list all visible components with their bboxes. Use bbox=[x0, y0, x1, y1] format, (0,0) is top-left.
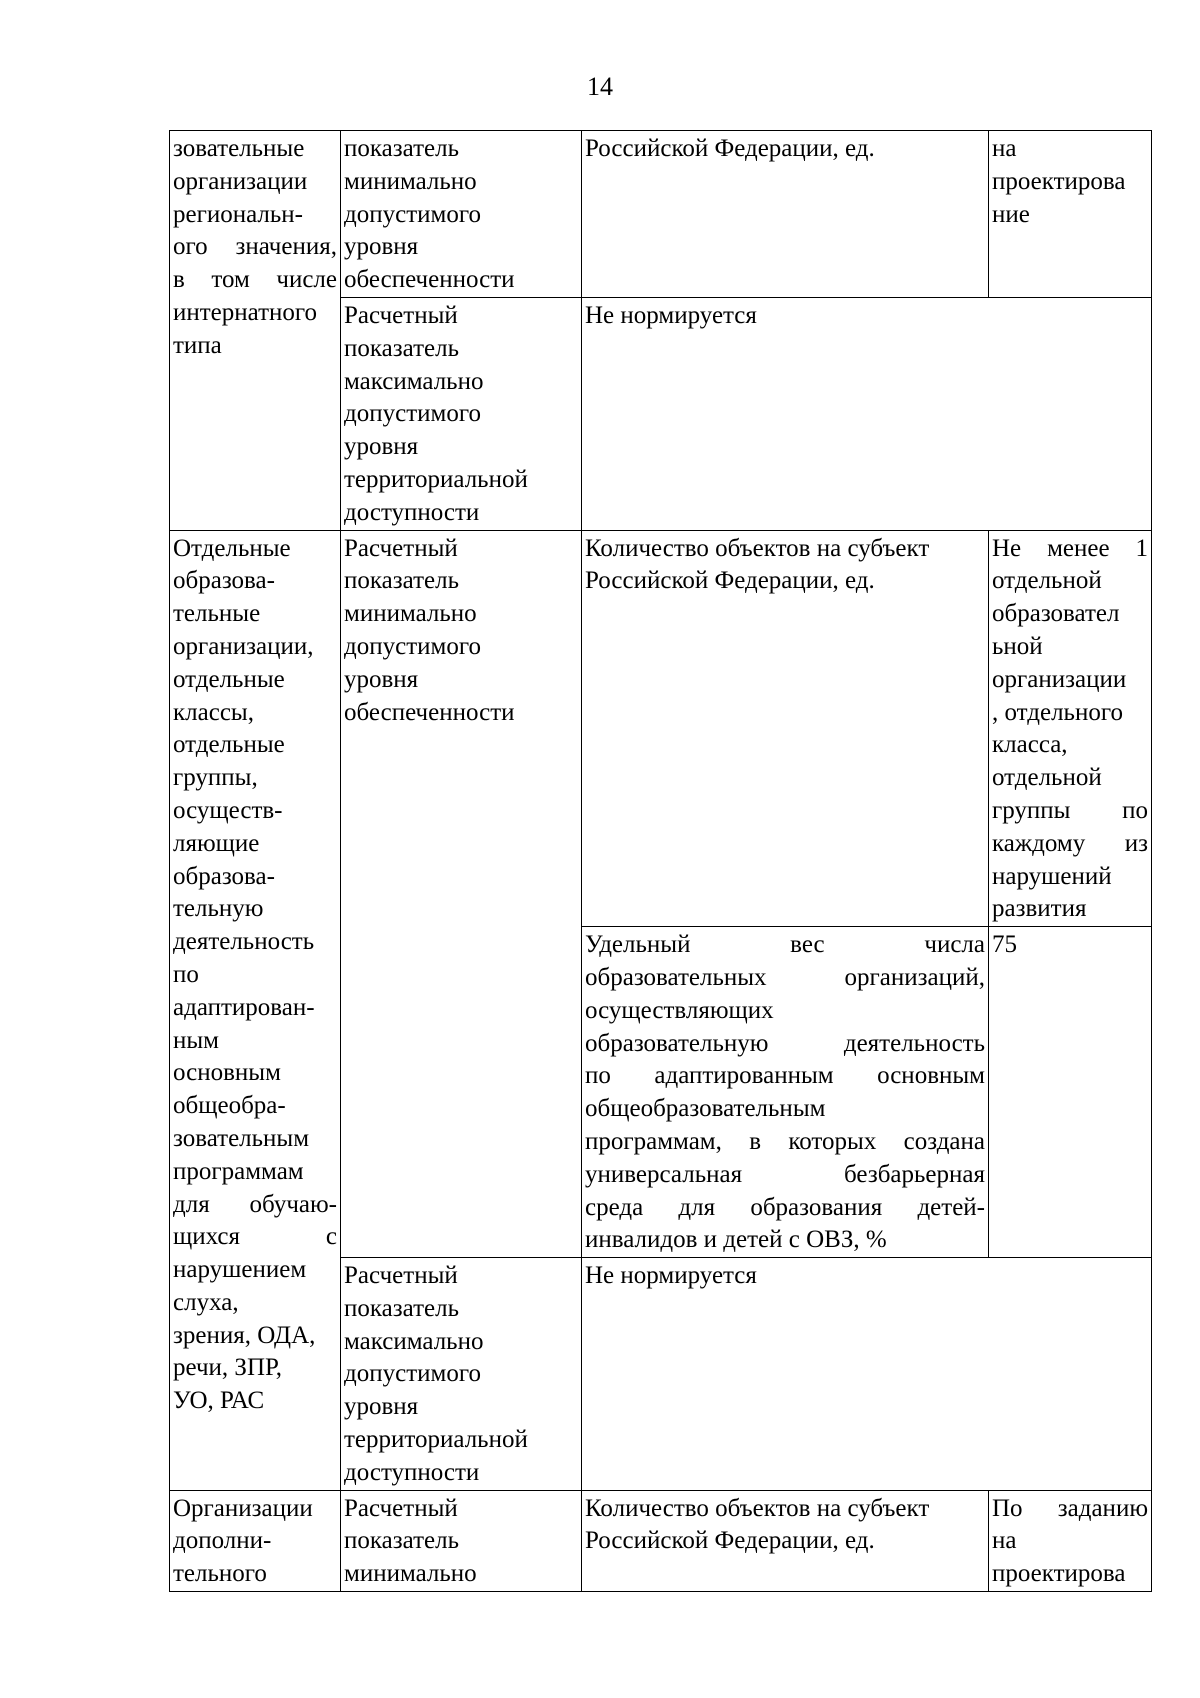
cell-line: ого значения, bbox=[173, 233, 337, 261]
cell-line: максимально bbox=[344, 1327, 484, 1355]
cell-line: программам, в которых создана bbox=[585, 1127, 985, 1155]
cell-line: универсальная безбарьерная bbox=[585, 1160, 985, 1188]
cell-line: проектирова bbox=[992, 1560, 1126, 1588]
cell-line: показатель bbox=[344, 1294, 459, 1322]
cell-line: Не менее 1 bbox=[992, 534, 1148, 562]
cell-line: дополни- bbox=[173, 1527, 272, 1555]
cell-line: отдельные bbox=[173, 665, 285, 693]
cell-line: региональн- bbox=[173, 200, 304, 228]
cell-line: Расчетный bbox=[344, 534, 458, 562]
unit-cell bbox=[582, 297, 1152, 530]
cell-line: обеспеченности bbox=[344, 266, 515, 294]
cell-line: ным bbox=[173, 1026, 219, 1054]
cell-line: образовател bbox=[992, 600, 1120, 628]
cell-line: допустимого bbox=[344, 632, 481, 660]
cell-line: Организации bbox=[173, 1494, 313, 1522]
cell-line: среда для образования детей- bbox=[585, 1193, 985, 1221]
cell-line: допустимого bbox=[344, 1360, 481, 1388]
cell-line: классы, bbox=[173, 698, 254, 726]
cell-line: допустимого bbox=[344, 400, 481, 428]
cell-line: осуществляющих bbox=[585, 996, 774, 1024]
cell-line: показатель bbox=[344, 334, 459, 362]
cell-line: Российской Федерации, ед. bbox=[585, 1527, 875, 1555]
cell-line: отдельной bbox=[992, 764, 1102, 792]
cell-line: допустимого bbox=[344, 200, 481, 228]
object-cell bbox=[170, 1490, 341, 1591]
cell-line: Не нормируется bbox=[585, 1262, 757, 1290]
cell-line: организации bbox=[992, 665, 1127, 693]
cell-line: показатель bbox=[344, 567, 459, 595]
cell-line: УО, РАС bbox=[173, 1387, 265, 1415]
cell-line: общеобразовательным bbox=[585, 1095, 826, 1123]
cell-line: нарушений bbox=[992, 862, 1112, 890]
cell-line: Отдельные bbox=[173, 534, 291, 562]
cell-line: группы, bbox=[173, 764, 258, 792]
cell-line: ьной bbox=[992, 632, 1043, 660]
cell-line: показатель bbox=[344, 135, 459, 162]
cell-line: для обучаю- bbox=[173, 1190, 337, 1218]
cell-line: общеобра- bbox=[173, 1092, 286, 1120]
cell-line: нарушением bbox=[173, 1256, 307, 1284]
unit-cell bbox=[582, 1490, 989, 1591]
cell-line: минимально bbox=[344, 167, 477, 195]
cell-line: осуществ- bbox=[173, 796, 283, 824]
cell-line: максимально bbox=[344, 367, 484, 395]
value-cell bbox=[989, 1490, 1152, 1591]
cell-line: Расчетный bbox=[344, 1262, 458, 1290]
object-cell bbox=[170, 530, 341, 1490]
cell-line: деятельность bbox=[173, 928, 315, 956]
unit-cell bbox=[582, 927, 989, 1258]
cell-line: Российской Федерации, ед. bbox=[585, 135, 875, 162]
cell-line: тельные bbox=[173, 600, 261, 628]
indicator-cell bbox=[341, 297, 582, 530]
cell-line: отдельные bbox=[173, 731, 285, 759]
cell-line: адаптирован- bbox=[173, 993, 315, 1021]
value-cell bbox=[989, 131, 1152, 298]
table-row bbox=[170, 530, 1152, 927]
cell-line: образова- bbox=[173, 567, 275, 595]
cell-line: образова- bbox=[173, 862, 275, 890]
cell-line: по bbox=[173, 960, 199, 988]
cell-line: класса, bbox=[992, 731, 1068, 759]
cell-line: в том числе bbox=[173, 266, 337, 294]
cell-line: ние bbox=[992, 200, 1030, 228]
unit-cell bbox=[582, 131, 989, 298]
cell-line: тельного bbox=[173, 1560, 267, 1588]
table-row bbox=[170, 131, 1152, 298]
cell-line: зовательные bbox=[173, 135, 305, 162]
cell-line: 75 bbox=[992, 931, 1017, 959]
cell-line: организации bbox=[173, 167, 308, 195]
cell-line: щихся с bbox=[173, 1223, 337, 1251]
cell-line: зрения, ОДА, bbox=[173, 1321, 316, 1349]
cell-line: проектирова bbox=[992, 167, 1126, 195]
cell-line: показатель bbox=[344, 1527, 459, 1555]
cell-line: речи, ЗПР, bbox=[173, 1354, 283, 1382]
cell-line: Расчетный bbox=[344, 301, 458, 329]
cell-line: программам bbox=[173, 1157, 304, 1185]
norms-table bbox=[169, 130, 1152, 1592]
cell-line: уровня bbox=[344, 665, 419, 693]
cell-line: уровня bbox=[344, 433, 419, 461]
cell-line: по адаптированным основным bbox=[585, 1062, 985, 1090]
unit-cell bbox=[582, 1258, 1152, 1491]
cell-line: Не нормируется bbox=[585, 301, 757, 329]
cell-line: инвалидов и детей с ОВЗ, % bbox=[585, 1226, 887, 1254]
cell-line: развития bbox=[992, 895, 1087, 923]
cell-line: доступности bbox=[344, 1458, 480, 1486]
indicator-cell bbox=[341, 131, 582, 298]
page-number: 14 bbox=[587, 72, 613, 101]
cell-line: группы по bbox=[992, 796, 1148, 824]
cell-line: на bbox=[992, 135, 1017, 162]
table-row bbox=[170, 1490, 1152, 1591]
cell-line: Количество объектов на субъект bbox=[585, 1494, 930, 1522]
cell-line: организации, bbox=[173, 632, 314, 660]
cell-line: образовательную деятельность bbox=[585, 1029, 985, 1057]
value-cell bbox=[989, 530, 1152, 927]
cell-line: зовательным bbox=[173, 1124, 310, 1152]
indicator-cell bbox=[341, 1258, 582, 1491]
cell-line: слуха, bbox=[173, 1288, 239, 1316]
cell-line: типа bbox=[173, 331, 222, 359]
cell-line: Российской Федерации, ед. bbox=[585, 567, 875, 595]
indicator-cell bbox=[341, 1490, 582, 1591]
cell-line: тельную bbox=[173, 895, 264, 923]
cell-line: Расчетный bbox=[344, 1494, 458, 1522]
cell-line: минимально bbox=[344, 1560, 477, 1588]
cell-line: территориальной bbox=[344, 465, 528, 493]
unit-cell bbox=[582, 530, 989, 927]
cell-line: минимально bbox=[344, 600, 477, 628]
cell-line: По заданию bbox=[992, 1494, 1148, 1522]
cell-line: обеспеченности bbox=[344, 698, 515, 726]
cell-line: доступности bbox=[344, 498, 480, 526]
cell-line: ляющие bbox=[173, 829, 260, 857]
cell-line: Удельный вес числа bbox=[585, 931, 985, 959]
cell-line: Количество объектов на субъект bbox=[585, 534, 930, 562]
cell-line: на bbox=[992, 1527, 1017, 1555]
cell-line: каждому из bbox=[992, 829, 1148, 857]
cell-line: основным bbox=[173, 1059, 281, 1087]
cell-line: , отдельного bbox=[992, 698, 1123, 726]
object-cell bbox=[170, 131, 341, 531]
cell-line: интернатного bbox=[173, 298, 318, 326]
cell-line: образовательных организаций, bbox=[585, 963, 985, 991]
cell-line: отдельной bbox=[992, 567, 1102, 595]
cell-line: территориальной bbox=[344, 1426, 528, 1454]
value-cell bbox=[989, 927, 1152, 1258]
indicator-cell bbox=[341, 530, 582, 1258]
cell-line: уровня bbox=[344, 233, 419, 261]
cell-line: уровня bbox=[344, 1393, 419, 1421]
